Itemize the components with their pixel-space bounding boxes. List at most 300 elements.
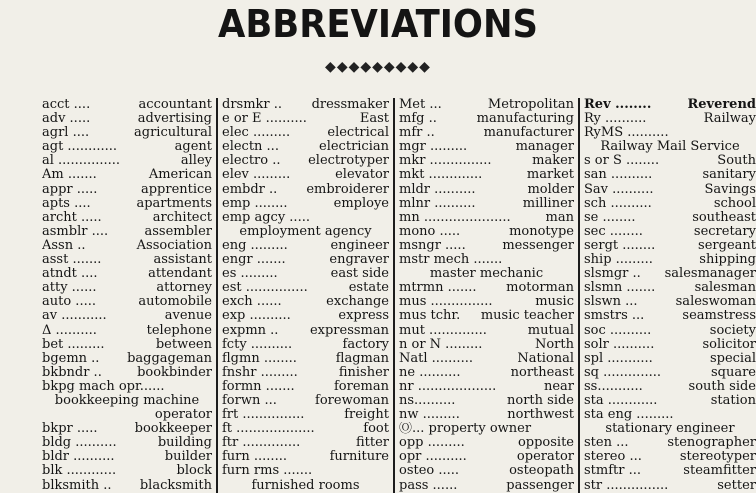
abbreviation-term: mfr .. — [399, 126, 435, 141]
abbreviation-meaning: block — [176, 464, 212, 479]
abbreviation-entry — [584, 239, 756, 253]
abbreviation-term: opr .......... — [399, 450, 467, 465]
abbreviation-term: blksmith .. — [42, 478, 112, 493]
abbreviation-term: smstrs ... — [584, 309, 645, 324]
abbreviation-term: est ............... — [222, 281, 308, 296]
abbreviation-columns — [40, 98, 756, 493]
column-1 — [40, 98, 218, 493]
abbreviation-term: electro .. — [222, 154, 281, 169]
abbreviation-term: eng ......... — [222, 238, 288, 253]
abbreviation-entry — [222, 98, 389, 112]
abbreviation-entry — [222, 436, 389, 450]
abbreviation-entry — [42, 394, 212, 408]
abbreviation-meaning: opposite — [517, 436, 574, 451]
abbreviation-term: flgmn ........ — [222, 351, 297, 366]
abbreviation-entry — [399, 168, 574, 182]
abbreviation-term: elev ......... — [222, 168, 291, 183]
abbreviation-term: atty ...... — [42, 281, 97, 296]
abbreviation-term: Rev ........ — [584, 98, 652, 112]
abbreviation-term: bkbndr .. — [42, 365, 102, 380]
abbreviation-meaning: saleswoman — [675, 295, 756, 310]
abbreviation-meaning: foreman — [334, 379, 389, 394]
column-3 — [395, 98, 580, 493]
abbreviation-entry — [584, 140, 756, 154]
abbreviation-entry — [399, 267, 574, 281]
abbreviation-meaning: embroiderer — [306, 182, 389, 197]
abbreviation-meaning: blacksmith — [139, 478, 212, 493]
abbreviation-meaning: Association — [136, 238, 212, 253]
abbreviation-entry — [584, 380, 756, 394]
abbreviation-entry — [584, 324, 756, 338]
abbreviation-term: msngr ..... — [399, 238, 466, 253]
abbreviation-meaning: foot — [363, 422, 389, 437]
abbreviation-term: es ......... — [222, 267, 278, 282]
abbreviation-term: slswn ... — [584, 295, 638, 310]
abbreviation-meaning: National — [517, 351, 574, 366]
abbreviation-entry — [222, 464, 389, 478]
abbreviation-term: stmftr ... — [584, 464, 642, 479]
abbreviation-term: bkpg mach opr...... — [42, 379, 165, 394]
abbreviation-term: mut .............. — [399, 323, 487, 338]
abbreviation-meaning: alley — [180, 154, 212, 169]
abbreviation-term: electn ... — [222, 140, 279, 155]
abbreviation-meaning: apartments — [136, 196, 212, 211]
abbreviation-term: opp ......... — [399, 436, 465, 451]
abbreviation-entry — [399, 98, 574, 112]
abbreviation-entry — [399, 436, 574, 450]
abbreviation-entry — [584, 211, 756, 225]
abbreviation-term: ne .......... — [399, 365, 461, 380]
abbreviation-meaning: northwest — [507, 408, 574, 423]
abbreviation-entry — [222, 338, 389, 352]
abbreviation-meaning: sanitary — [702, 168, 756, 183]
abbreviation-term: ss........... — [584, 379, 643, 394]
abbreviation-entry — [399, 239, 574, 253]
abbreviation-meaning: forewoman — [315, 393, 389, 408]
abbreviation-entry — [42, 154, 212, 168]
abbreviation-term: expmn .. — [222, 323, 279, 338]
abbreviation-meaning: advertising — [137, 112, 212, 127]
abbreviation-entry — [399, 352, 574, 366]
abbreviation-term: ship ......... — [584, 253, 653, 268]
abbreviation-entry — [42, 197, 212, 211]
abbreviation-entry — [399, 366, 574, 380]
abbreviation-entry — [222, 324, 389, 338]
abbreviation-entry — [42, 183, 212, 197]
abbreviation-term: bldr .......... — [42, 450, 115, 465]
abbreviation-meaning: elevator — [335, 168, 389, 183]
abbreviation-meaning: osteopath — [509, 464, 574, 479]
abbreviation-meaning: stereotyper — [679, 450, 756, 465]
abbreviation-meaning: Railway — [703, 112, 756, 127]
abbreviation-term: forwn ... — [222, 393, 277, 408]
abbreviation-meaning: special — [709, 351, 756, 366]
abbreviation-term: mldr .......... — [399, 182, 476, 197]
abbreviation-entry — [399, 183, 574, 197]
abbreviation-entry — [42, 352, 212, 366]
abbreviation-term: Met ... — [399, 98, 442, 112]
abbreviation-entry — [42, 281, 212, 295]
column-4 — [580, 98, 756, 493]
abbreviation-meaning: electrical — [327, 126, 389, 141]
abbreviation-meaning: sergeant — [698, 238, 756, 253]
abbreviation-meaning: American — [148, 168, 212, 183]
abbreviation-entry — [584, 464, 756, 478]
abbreviation-entry — [222, 394, 389, 408]
abbreviation-entry — [399, 422, 574, 436]
abbreviation-entry — [584, 366, 756, 380]
abbreviation-meaning: bookkeeper — [134, 422, 212, 437]
abbreviation-term: Railway Mail Service — [600, 140, 740, 155]
abbreviation-entry — [222, 281, 389, 295]
abbreviation-entry — [222, 352, 389, 366]
abbreviation-term: engr ....... — [222, 253, 286, 268]
abbreviation-entry — [42, 140, 212, 154]
abbreviation-term: mgr ......... — [399, 140, 468, 155]
abbreviation-meaning: southeast — [692, 210, 756, 225]
abbreviation-entry — [399, 338, 574, 352]
abbreviation-entry — [399, 197, 574, 211]
abbreviation-entry — [222, 140, 389, 154]
abbreviation-entry — [42, 380, 212, 394]
abbreviation-term: sten ... — [584, 436, 629, 451]
abbreviation-term: master mechanic — [429, 267, 544, 282]
abbreviation-entry — [42, 112, 212, 126]
abbreviation-term: osteo ..... — [399, 464, 460, 479]
abbreviation-entry — [42, 211, 212, 225]
abbreviation-meaning: maker — [532, 154, 574, 169]
abbreviation-entry — [399, 154, 574, 168]
abbreviation-entry — [399, 450, 574, 464]
abbreviation-meaning: fitter — [355, 436, 389, 451]
abbreviation-term: furnished rooms — [251, 478, 360, 493]
abbreviation-term: solr .......... — [584, 337, 655, 352]
abbreviation-meaning: engineer — [330, 238, 389, 253]
abbreviation-term: sta ............ — [584, 393, 658, 408]
abbreviation-term: mstr mech ....... — [399, 253, 503, 268]
abbreviation-entry — [42, 422, 212, 436]
abbreviation-meaning: estate — [348, 281, 389, 296]
abbreviation-meaning: station — [710, 393, 756, 408]
ornament-divider: ◆◆◆◆◆◆◆◆◆ — [325, 59, 431, 75]
abbreviation-meaning: monotype — [509, 224, 574, 239]
abbreviation-meaning: manager — [515, 140, 574, 155]
abbreviation-meaning: attendant — [148, 267, 212, 282]
abbreviation-term: frt ............... — [222, 408, 305, 423]
abbreviation-entry — [584, 309, 756, 323]
abbreviation-meaning: square — [710, 365, 756, 380]
abbreviation-entry — [222, 112, 389, 126]
abbreviation-meaning: market — [526, 168, 574, 183]
abbreviation-meaning: secretary — [693, 224, 756, 239]
abbreviation-meaning: steamfitter — [683, 464, 756, 479]
abbreviation-entry — [399, 140, 574, 154]
abbreviation-entry — [42, 126, 212, 140]
abbreviation-entry — [584, 450, 756, 464]
abbreviation-term: nr ................... — [399, 379, 497, 394]
abbreviation-entry — [399, 394, 574, 408]
abbreviation-entry — [399, 380, 574, 394]
abbreviation-entry — [42, 436, 212, 450]
abbreviation-meaning: messenger — [502, 238, 574, 253]
abbreviation-term: stereo ... — [584, 450, 642, 465]
abbreviation-term: apts .... — [42, 196, 91, 211]
abbreviation-entry — [399, 253, 574, 267]
abbreviation-term: se ........ — [584, 210, 636, 225]
abbreviation-meaning: accountant — [138, 98, 212, 112]
abbreviation-meaning: Metropolitan — [487, 98, 574, 112]
column-2 — [218, 98, 395, 493]
abbreviation-term: exch ...... — [222, 295, 282, 310]
abbreviation-term: fcty .......... — [222, 337, 293, 352]
abbreviation-entry — [584, 112, 756, 126]
abbreviation-term: archt ..... — [42, 210, 102, 225]
abbreviation-meaning: express — [338, 309, 389, 324]
abbreviation-entry — [222, 126, 389, 140]
abbreviation-term: appr ..... — [42, 182, 98, 197]
abbreviation-term: embdr .. — [222, 182, 278, 197]
abbreviation-entry — [399, 408, 574, 422]
abbreviation-term: Sav .......... — [584, 182, 654, 197]
abbreviation-entry — [584, 154, 756, 168]
abbreviation-term: sch .......... — [584, 196, 652, 211]
abbreviation-entry — [42, 239, 212, 253]
abbreviation-entry — [222, 168, 389, 182]
abbreviation-meaning: North — [534, 337, 574, 352]
abbreviation-meaning: factory — [342, 337, 389, 352]
abbreviation-term: agrl .... — [42, 126, 90, 141]
abbreviation-entry — [42, 324, 212, 338]
abbreviation-entry — [399, 211, 574, 225]
abbreviation-term: n or N ......... — [399, 337, 483, 352]
abbreviation-term: ftr .............. — [222, 436, 301, 451]
abbreviation-term: av ........... — [42, 309, 107, 324]
abbreviation-meaning: south side — [688, 379, 756, 394]
abbreviation-meaning: exchange — [326, 295, 389, 310]
abbreviation-term: e or E .......... — [222, 112, 307, 127]
abbreviation-term: RyMS .......... — [584, 126, 669, 141]
abbreviation-term: mlnr .......... — [399, 196, 476, 211]
abbreviation-term: bkpr ..... — [42, 422, 98, 437]
abbreviation-term: emp ........ — [222, 196, 288, 211]
abbreviation-meaning: school — [713, 196, 756, 211]
abbreviation-term: agt ............ — [42, 140, 118, 155]
abbreviation-entry — [584, 281, 756, 295]
abbreviation-term: Assn .. — [42, 238, 86, 253]
abbreviation-entry — [222, 253, 389, 267]
abbreviation-term: mus tchr. — [399, 309, 461, 324]
abbreviation-meaning: milliner — [522, 196, 574, 211]
abbreviation-entry — [42, 253, 212, 267]
abbreviation-entry — [222, 239, 389, 253]
abbreviation-meaning: assistant — [153, 253, 212, 268]
abbreviation-entry — [42, 98, 212, 112]
abbreviation-entry — [222, 366, 389, 380]
abbreviation-entry — [399, 479, 574, 493]
abbreviation-meaning: music — [535, 295, 574, 310]
abbreviation-meaning: setter — [717, 478, 756, 493]
abbreviation-entry — [42, 267, 212, 281]
abbreviation-term: sergt ........ — [584, 238, 656, 253]
abbreviation-entry — [584, 352, 756, 366]
abbreviation-term: sq .............. — [584, 365, 661, 380]
abbreviation-term: asst ....... — [42, 253, 102, 268]
abbreviation-term: bet ......... — [42, 337, 105, 352]
abbreviation-entry — [584, 422, 756, 436]
abbreviation-meaning: attorney — [156, 281, 212, 296]
abbreviation-entry — [584, 408, 756, 422]
abbreviation-entry — [222, 183, 389, 197]
abbreviation-entry — [222, 408, 389, 422]
abbreviation-term: formn ....... — [222, 379, 295, 394]
abbreviation-meaning: between — [155, 337, 212, 352]
abbreviation-meaning: manufacturer — [483, 126, 574, 141]
abbreviation-term: furn ........ — [222, 450, 287, 465]
abbreviation-meaning: flagman — [335, 351, 389, 366]
abbreviation-meaning: assembler — [144, 224, 212, 239]
abbreviation-entry — [399, 225, 574, 239]
abbreviation-entry — [584, 394, 756, 408]
abbreviation-entry — [222, 154, 389, 168]
abbreviation-entry — [584, 436, 756, 450]
abbreviation-entry — [42, 309, 212, 323]
abbreviation-term: al ............... — [42, 154, 121, 169]
abbreviation-meaning: stenographer — [667, 436, 756, 451]
abbreviation-meaning: baggageman — [127, 351, 212, 366]
abbreviation-entry — [222, 295, 389, 309]
abbreviation-term: blk ............ — [42, 464, 117, 479]
abbreviation-entry — [399, 126, 574, 140]
abbreviation-term: Am ....... — [42, 168, 97, 183]
abbreviation-term: Δ .......... — [42, 323, 97, 338]
abbreviation-entry — [584, 168, 756, 182]
abbreviation-term: mfg .. — [399, 112, 437, 127]
abbreviation-term: nw ......... — [399, 408, 460, 423]
abbreviation-term: Ⓞ... property owner — [399, 422, 532, 437]
abbreviation-entry — [222, 422, 389, 436]
abbreviation-meaning: apprentice — [140, 182, 212, 197]
abbreviation-term: mtrmn ....... — [399, 281, 477, 296]
abbreviation-entry — [222, 479, 389, 493]
abbreviation-term: auto ..... — [42, 295, 96, 310]
abbreviation-entry — [42, 464, 212, 478]
abbreviation-meaning: salesmanager — [664, 267, 756, 282]
abbreviation-term: emp agcy ..... — [222, 210, 310, 225]
abbreviation-term: furn rms ....... — [222, 464, 313, 479]
abbreviation-meaning: finisher — [338, 365, 389, 380]
abbreviation-term: mkr ............... — [399, 154, 492, 169]
abbreviation-meaning: engraver — [329, 253, 389, 268]
abbreviation-entry — [584, 267, 756, 281]
abbreviation-term: s or S ........ — [584, 154, 660, 169]
abbreviation-entry — [584, 479, 756, 493]
abbreviation-term: asmblr .... — [42, 224, 109, 239]
abbreviation-entry — [584, 98, 756, 112]
abbreviation-term: slsmgr .. — [584, 267, 641, 282]
abbreviation-entry — [222, 211, 389, 225]
abbreviation-meaning: agent — [174, 140, 212, 155]
abbreviation-term: bgemn .. — [42, 351, 100, 366]
abbreviation-meaning: Savings — [704, 182, 756, 197]
abbreviation-entry — [222, 225, 389, 239]
abbreviation-entry — [584, 338, 756, 352]
abbreviation-term: adv ..... — [42, 112, 91, 127]
abbreviation-meaning: avenue — [164, 309, 212, 324]
abbreviation-meaning: architect — [152, 210, 212, 225]
abbreviation-meaning: Reverend — [687, 98, 756, 112]
abbreviation-term: mus ............... — [399, 295, 493, 310]
abbreviation-term: str ............... — [584, 478, 669, 493]
abbreviation-term: mn ..................... — [399, 210, 511, 225]
abbreviation-meaning: bookbinder — [137, 365, 212, 380]
abbreviation-entry — [584, 225, 756, 239]
abbreviation-term: Ry .......... — [584, 112, 647, 127]
abbreviation-entry — [584, 197, 756, 211]
abbreviation-term: acct .... — [42, 98, 91, 112]
abbreviation-term: drsmkr .. — [222, 98, 283, 112]
abbreviation-entry — [42, 225, 212, 239]
page-title: ABBREVIATIONS — [217, 2, 539, 46]
abbreviation-meaning: telephone — [146, 323, 212, 338]
abbreviation-meaning: near — [543, 379, 574, 394]
abbreviation-meaning: East — [359, 112, 389, 127]
abbreviation-term: atndt .... — [42, 267, 98, 282]
abbreviation-term: ns.......... — [399, 393, 456, 408]
abbreviation-entry — [222, 267, 389, 281]
abbreviation-meaning: man — [545, 210, 574, 225]
abbreviation-term: stationary engineer — [605, 422, 735, 437]
abbreviation-term: fnshr ......... — [222, 365, 298, 380]
abbreviation-meaning: electrotyper — [308, 154, 389, 169]
abbreviation-term: sec ........ — [584, 224, 643, 239]
abbreviation-meaning: expressman — [309, 323, 389, 338]
abbreviation-meaning: shipping — [699, 253, 756, 268]
abbreviation-meaning: employe — [333, 196, 389, 211]
abbreviation-entry — [42, 168, 212, 182]
abbreviation-entry — [42, 408, 212, 422]
abbreviation-meaning: salesman — [694, 281, 756, 296]
abbreviation-entry — [584, 253, 756, 267]
abbreviation-meaning: north side — [507, 393, 574, 408]
abbreviation-term: slsmn ....... — [584, 281, 656, 296]
abbreviation-meaning: operator — [516, 450, 574, 465]
abbreviation-meaning: builder — [164, 450, 212, 465]
abbreviation-meaning: furniture — [329, 450, 389, 465]
abbreviation-entry — [42, 366, 212, 380]
abbreviation-meaning: northeast — [510, 365, 574, 380]
abbreviation-entry — [584, 183, 756, 197]
abbreviation-entry — [584, 295, 756, 309]
abbreviation-term: mono ..... — [399, 224, 461, 239]
abbreviation-entry — [399, 464, 574, 478]
abbreviation-meaning: dressmaker — [311, 98, 389, 112]
abbreviation-entry — [584, 126, 756, 140]
abbreviation-entry — [399, 281, 574, 295]
abbreviation-term: spl ........... — [584, 351, 653, 366]
abbreviation-term: operator — [154, 408, 212, 423]
abbreviation-meaning: seamstress — [682, 309, 756, 324]
abbreviation-meaning: agricultural — [134, 126, 212, 141]
abbreviation-term: Natl .......... — [399, 351, 473, 366]
abbreviation-entry — [222, 309, 389, 323]
abbreviation-term: san .......... — [584, 168, 653, 183]
abbreviation-meaning: South — [717, 154, 756, 169]
abbreviation-term: pass ...... — [399, 478, 458, 493]
abbreviation-entry — [399, 324, 574, 338]
abbreviation-entry — [222, 450, 389, 464]
abbreviation-meaning: freight — [344, 408, 389, 423]
abbreviation-entry — [42, 479, 212, 493]
